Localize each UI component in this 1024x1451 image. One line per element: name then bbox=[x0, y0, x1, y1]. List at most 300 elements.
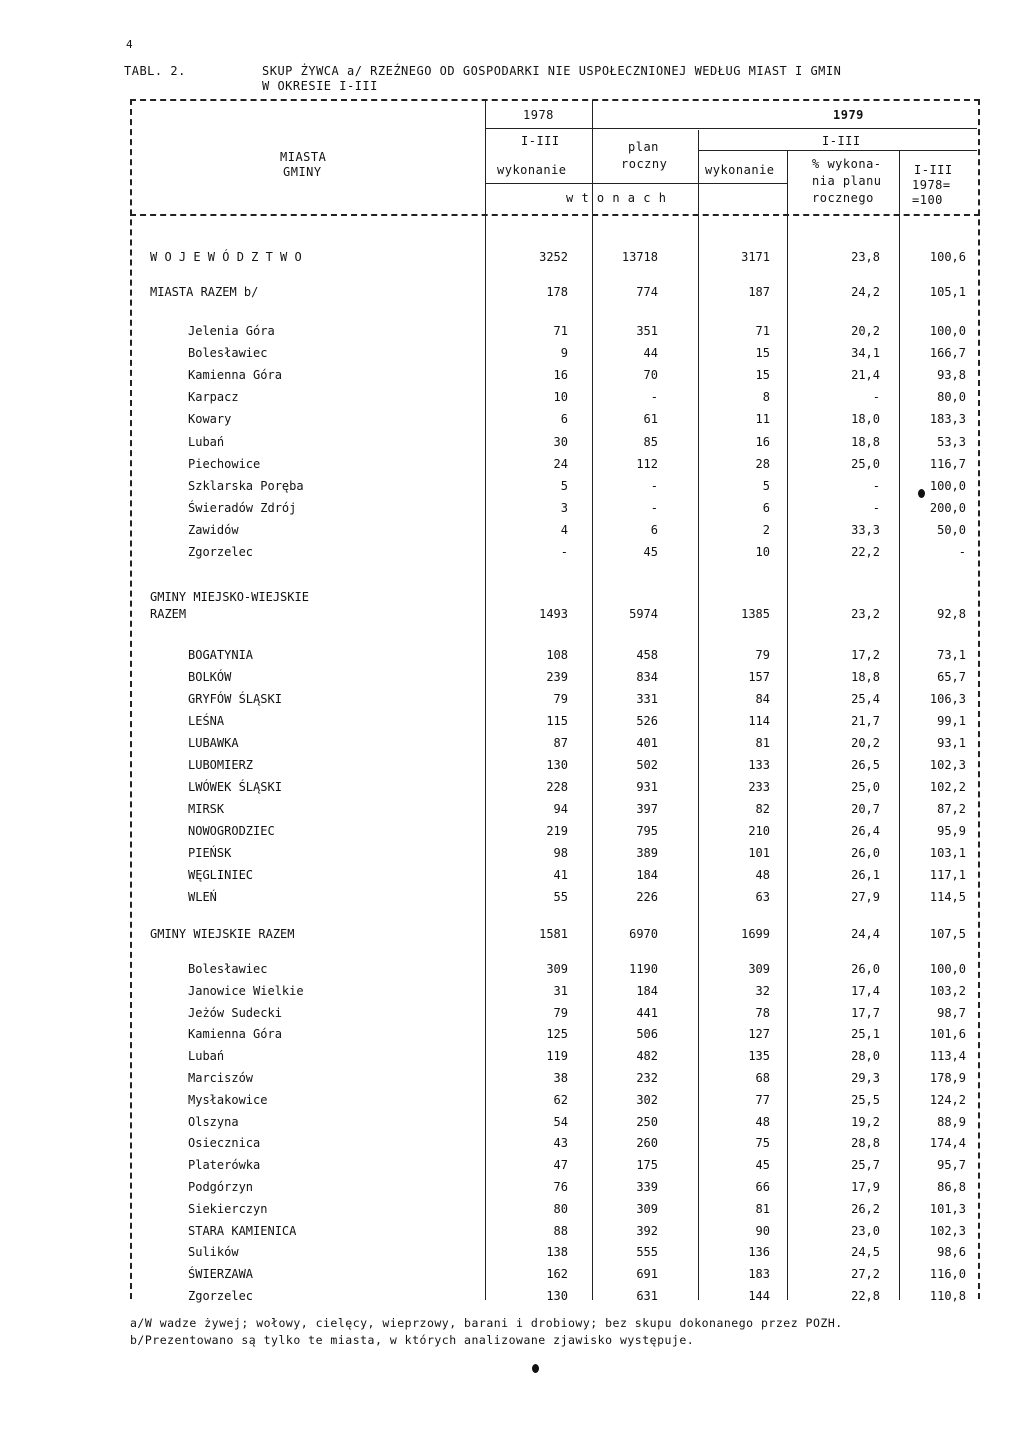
cell-pct-plan: 34,1 bbox=[851, 346, 880, 361]
cell-exec-1979: 78 bbox=[755, 1005, 770, 1020]
cell-pct-plan: 26,5 bbox=[851, 758, 880, 772]
cell-index: 93,8 bbox=[937, 368, 966, 383]
cell-exec-1979: 63 bbox=[755, 890, 770, 904]
cell-plan: 85 bbox=[643, 434, 658, 449]
table-title-line-1: SKUP ŻYWCA a/ RZEŹNEGO OD GOSPODARKI NIE USPOŁECZNIONEJ WEDŁUG MIAST I GMIN bbox=[262, 64, 842, 78]
cell-pct-plan: 17,4 bbox=[851, 983, 880, 998]
cell-exec-1978: 228 bbox=[546, 780, 568, 794]
cell-pct-plan: 18,0 bbox=[851, 412, 880, 427]
cities-total-row bbox=[0, 285, 1024, 301]
row-name: Kowary bbox=[188, 412, 232, 427]
table-title-line-2: W OKRESIE I-III bbox=[262, 79, 378, 93]
cell-index: 117,1 bbox=[929, 868, 966, 882]
cell-exec-1978: 130 bbox=[546, 1289, 568, 1303]
cell-index: 95,7 bbox=[937, 1158, 966, 1173]
row-name: MIASTA RAZEM b/ bbox=[150, 285, 259, 299]
cell-index: 178,9 bbox=[929, 1071, 966, 1085]
cell-exec-1978: 125 bbox=[546, 1027, 568, 1042]
row-name: Świeradów Zdrój bbox=[188, 500, 297, 515]
header-row-label-2: GMINY bbox=[283, 165, 322, 179]
table-row bbox=[0, 714, 1024, 730]
table-row bbox=[0, 1245, 1024, 1261]
cell-exec-1979: 101 bbox=[748, 846, 770, 860]
table-row bbox=[0, 1267, 1024, 1283]
cell-exec-1979: 187 bbox=[748, 285, 770, 299]
cell-exec-1978: 5 bbox=[560, 478, 568, 493]
row-name: STARA KAMIENICA bbox=[188, 1223, 297, 1238]
cell-pct-plan: 20,7 bbox=[851, 802, 880, 816]
cell-plan: 351 bbox=[636, 324, 658, 338]
cell-exec-1978: 80 bbox=[553, 1201, 568, 1216]
cell-index: 200,0 bbox=[929, 500, 966, 515]
cell-exec-1979: 28 bbox=[755, 456, 770, 471]
cell-pct-plan: 27,2 bbox=[851, 1267, 880, 1282]
cell-exec-1978: 41 bbox=[553, 868, 568, 882]
cell-plan: - bbox=[650, 390, 658, 405]
cell-plan: 61 bbox=[643, 412, 658, 427]
cell-exec-1979: 183 bbox=[748, 1267, 770, 1282]
header-year-1979: 1979 bbox=[833, 108, 864, 122]
row-name: LEŚNA bbox=[188, 714, 225, 728]
table-row bbox=[0, 670, 1024, 686]
cell-index: 92,8 bbox=[937, 607, 966, 621]
cell-exec-1978: 98 bbox=[553, 846, 568, 860]
cell-exec-1978: 119 bbox=[546, 1049, 568, 1064]
cell-exec-1978: 71 bbox=[553, 324, 568, 338]
row-name: LUBAWKA bbox=[188, 736, 239, 750]
cell-plan: 232 bbox=[636, 1071, 658, 1085]
cell-plan: 397 bbox=[636, 802, 658, 816]
cell-exec-1978: 43 bbox=[553, 1136, 568, 1151]
cell-exec-1979: 2 bbox=[762, 522, 770, 537]
cell-pct-plan: 17,7 bbox=[851, 1005, 880, 1020]
row-name: PIEŃSK bbox=[188, 846, 232, 860]
cell-plan: 555 bbox=[636, 1245, 658, 1260]
cell-exec-1978: 239 bbox=[546, 670, 568, 684]
urban-rural-total-label-1: GMINY MIEJSKO-WIEJSKIE bbox=[150, 590, 309, 604]
cell-plan: 339 bbox=[636, 1180, 658, 1194]
cell-exec-1978: - bbox=[560, 545, 568, 559]
row-name: Siekierczyn bbox=[188, 1201, 268, 1216]
cell-pct-plan: 24,5 bbox=[851, 1245, 880, 1260]
cell-index: 99,1 bbox=[937, 714, 966, 728]
row-name: WĘGLINIEC bbox=[188, 868, 254, 882]
cell-exec-1979: 66 bbox=[755, 1180, 770, 1194]
row-name: Platerówka bbox=[188, 1158, 261, 1173]
cell-plan: 834 bbox=[636, 670, 658, 684]
cell-exec-1978: 88 bbox=[553, 1223, 568, 1238]
table-row bbox=[0, 868, 1024, 884]
cell-pct-plan: 23,8 bbox=[851, 250, 880, 264]
cell-pct-plan: 20,2 bbox=[851, 736, 880, 750]
cell-exec-1979: 135 bbox=[748, 1049, 770, 1064]
cell-plan: 6970 bbox=[629, 927, 658, 941]
row-name: Karpacz bbox=[188, 390, 239, 405]
cell-exec-1979: 68 bbox=[755, 1071, 770, 1085]
cell-pct-plan: 18,8 bbox=[851, 434, 880, 449]
cell-exec-1978: 62 bbox=[553, 1092, 568, 1107]
cell-index: 65,7 bbox=[937, 670, 966, 684]
cell-plan: 302 bbox=[636, 1092, 658, 1107]
table-row bbox=[0, 523, 1024, 539]
row-name: BOGATYNIA bbox=[188, 648, 254, 662]
row-name: Lubań bbox=[188, 434, 225, 449]
header-period-line bbox=[698, 150, 977, 151]
table-row bbox=[0, 736, 1024, 752]
cell-plan: 392 bbox=[636, 1223, 658, 1238]
table-row bbox=[0, 1136, 1024, 1152]
table-row bbox=[0, 1224, 1024, 1240]
table-row bbox=[0, 1158, 1024, 1174]
header-period-1978: I-III bbox=[521, 134, 560, 148]
cell-pct-plan: 27,9 bbox=[851, 890, 880, 904]
cell-index: 80,0 bbox=[937, 390, 966, 405]
cell-exec-1979: 10 bbox=[755, 545, 770, 559]
cell-pct-plan: 29,3 bbox=[851, 1071, 880, 1085]
row-name: GMINY WIEJSKIE RAZEM bbox=[150, 927, 295, 941]
row-name: Olszyna bbox=[188, 1114, 239, 1129]
cell-exec-1978: 1581 bbox=[539, 927, 568, 941]
row-name: Podgórzyn bbox=[188, 1180, 254, 1194]
cell-exec-1978: 47 bbox=[553, 1158, 568, 1173]
cell-pct-plan: 28,0 bbox=[851, 1049, 880, 1064]
cell-pct-plan: 24,4 bbox=[851, 927, 880, 941]
table-row bbox=[0, 545, 1024, 561]
cell-plan: 458 bbox=[636, 648, 658, 662]
table-row bbox=[0, 1289, 1024, 1305]
header-pct-1: % wykona- bbox=[812, 157, 882, 171]
cell-exec-1979: 16 bbox=[755, 434, 770, 449]
cell-index: 110,8 bbox=[929, 1289, 966, 1303]
cell-index: 103,1 bbox=[929, 846, 966, 860]
table-row bbox=[0, 435, 1024, 451]
row-name: Bolesławiec bbox=[188, 962, 268, 976]
cell-exec-1978: 108 bbox=[546, 648, 568, 662]
scan-speck bbox=[918, 489, 925, 498]
header-idx-3: =100 bbox=[912, 193, 943, 207]
cell-pct-plan: 33,3 bbox=[851, 522, 880, 537]
table-row bbox=[0, 1006, 1024, 1022]
cell-exec-1978: 10 bbox=[553, 390, 568, 405]
cell-exec-1979: 48 bbox=[755, 868, 770, 882]
table-row bbox=[0, 1071, 1024, 1087]
cell-index: 102,3 bbox=[929, 758, 966, 772]
cell-exec-1979: 84 bbox=[755, 692, 770, 706]
cell-exec-1979: 45 bbox=[755, 1158, 770, 1173]
cell-plan: 184 bbox=[636, 983, 658, 998]
cell-exec-1979: 1699 bbox=[741, 927, 770, 941]
cell-plan: 13718 bbox=[621, 250, 658, 264]
cell-index: 114,5 bbox=[929, 890, 966, 904]
cell-exec-1979: 6 bbox=[762, 500, 770, 515]
cell-plan: 331 bbox=[636, 692, 658, 706]
row-name: Zawidów bbox=[188, 522, 239, 537]
cell-exec-1979: 1385 bbox=[741, 607, 770, 621]
header-exec-1978: wykonanie bbox=[497, 163, 567, 177]
row-name: Szklarska Poręba bbox=[188, 478, 304, 493]
cell-plan: 70 bbox=[643, 368, 658, 383]
header-plan-1: plan bbox=[628, 140, 659, 154]
cell-plan: 112 bbox=[636, 456, 658, 471]
table-row bbox=[0, 758, 1024, 774]
cell-exec-1979: 81 bbox=[755, 736, 770, 750]
cell-pct-plan: 28,8 bbox=[851, 1136, 880, 1151]
cell-plan: 309 bbox=[636, 1201, 658, 1216]
cell-index: 73,1 bbox=[937, 648, 966, 662]
cell-index: 53,3 bbox=[937, 434, 966, 449]
cell-pct-plan: 17,2 bbox=[851, 648, 880, 662]
cell-index: 88,9 bbox=[937, 1114, 966, 1129]
cell-exec-1979: 133 bbox=[748, 758, 770, 772]
table-row bbox=[0, 368, 1024, 384]
cell-exec-1978: 6 bbox=[560, 412, 568, 427]
cell-exec-1978: 76 bbox=[553, 1180, 568, 1194]
table-row bbox=[0, 692, 1024, 708]
header-idx-1: I-III bbox=[914, 163, 953, 177]
cell-plan: 44 bbox=[643, 346, 658, 361]
cell-exec-1979: 127 bbox=[748, 1027, 770, 1042]
page-mark: 4 bbox=[126, 38, 134, 51]
cell-pct-plan: 26,4 bbox=[851, 824, 880, 838]
cell-exec-1979: 15 bbox=[755, 346, 770, 361]
cell-exec-1979: 82 bbox=[755, 802, 770, 816]
row-name: MIRSK bbox=[188, 802, 225, 816]
table-row bbox=[0, 802, 1024, 818]
cell-exec-1979: 144 bbox=[748, 1289, 770, 1303]
table-row bbox=[0, 962, 1024, 978]
cell-plan: 482 bbox=[636, 1049, 658, 1064]
cell-plan: 631 bbox=[636, 1289, 658, 1303]
header-row-label-1: MIASTA bbox=[280, 150, 327, 164]
cell-plan: 226 bbox=[636, 890, 658, 904]
row-name: Zgorzelec bbox=[188, 1289, 254, 1303]
row-name: Jelenia Góra bbox=[188, 324, 275, 338]
cell-exec-1978: 94 bbox=[553, 802, 568, 816]
cell-plan: 795 bbox=[636, 824, 658, 838]
row-name: Janowice Wielkie bbox=[188, 983, 304, 998]
table-row bbox=[0, 1027, 1024, 1043]
cell-plan: 5974 bbox=[629, 607, 658, 621]
cell-exec-1978: 87 bbox=[553, 736, 568, 750]
table-row bbox=[0, 1180, 1024, 1196]
cell-pct-plan: 25,4 bbox=[851, 692, 880, 706]
header-pct-3: rocznego bbox=[812, 191, 874, 205]
cell-pct-plan: 25,1 bbox=[851, 1027, 880, 1042]
cell-index: 103,2 bbox=[929, 983, 966, 998]
cell-pct-plan: 26,1 bbox=[851, 868, 880, 882]
cell-exec-1979: 48 bbox=[755, 1114, 770, 1129]
table-row bbox=[0, 1093, 1024, 1109]
header-unit: w t o n a c h bbox=[566, 191, 667, 205]
cell-exec-1979: 11 bbox=[755, 412, 770, 427]
cell-exec-1979: 90 bbox=[755, 1223, 770, 1238]
row-name: Mysłakowice bbox=[188, 1092, 268, 1107]
cell-plan: 691 bbox=[636, 1267, 658, 1282]
row-name: GRYFÓW ŚLĄSKI bbox=[188, 692, 282, 706]
cell-index: 116,7 bbox=[929, 456, 966, 471]
header-bottom-border bbox=[130, 214, 980, 216]
header-idx-2: 1978= bbox=[912, 178, 951, 192]
row-name: LUBOMIERZ bbox=[188, 758, 254, 772]
cell-pct-plan: 21,4 bbox=[851, 368, 880, 383]
table-label: TABL. 2. bbox=[124, 64, 186, 78]
cell-exec-1978: 79 bbox=[553, 1005, 568, 1020]
row-name: Kamienna Góra bbox=[188, 368, 282, 383]
table-row bbox=[0, 824, 1024, 840]
table-row bbox=[0, 890, 1024, 906]
row-name: Zgorzelec bbox=[188, 545, 254, 559]
rural-total-row bbox=[0, 927, 1024, 943]
cell-index: 116,0 bbox=[929, 1267, 966, 1282]
table-row bbox=[0, 1115, 1024, 1131]
cell-index: 100,0 bbox=[929, 962, 966, 976]
cell-pct-plan: 17,9 bbox=[851, 1180, 880, 1194]
cell-plan: 1190 bbox=[629, 962, 658, 976]
row-name: Lubań bbox=[188, 1049, 225, 1064]
cell-pct-plan: 25,5 bbox=[851, 1092, 880, 1107]
voivodeship-row bbox=[0, 250, 1024, 266]
cell-pct-plan: - bbox=[872, 500, 880, 515]
cell-index: 106,3 bbox=[929, 692, 966, 706]
cell-exec-1979: 136 bbox=[748, 1245, 770, 1260]
cell-exec-1978: 55 bbox=[553, 890, 568, 904]
cell-pct-plan: 24,2 bbox=[851, 285, 880, 299]
cell-plan: 526 bbox=[636, 714, 658, 728]
cell-exec-1978: 38 bbox=[553, 1071, 568, 1085]
cell-index: 107,5 bbox=[929, 927, 966, 941]
table-row bbox=[0, 457, 1024, 473]
cell-pct-plan: 20,2 bbox=[851, 324, 880, 338]
cell-exec-1978: 219 bbox=[546, 824, 568, 838]
cell-exec-1979: 79 bbox=[755, 648, 770, 662]
row-name: WLEŃ bbox=[188, 890, 217, 904]
cell-exec-1978: 16 bbox=[553, 368, 568, 383]
cell-exec-1979: 15 bbox=[755, 368, 770, 383]
cell-plan: - bbox=[650, 500, 658, 515]
cell-plan: 184 bbox=[636, 868, 658, 882]
cell-pct-plan: 23,2 bbox=[851, 607, 880, 621]
cell-index: 98,6 bbox=[937, 1245, 966, 1260]
row-name: LWÓWEK ŚLĄSKI bbox=[188, 780, 282, 794]
table-row bbox=[0, 984, 1024, 1000]
cell-exec-1978: 31 bbox=[553, 983, 568, 998]
table-row bbox=[0, 1202, 1024, 1218]
cell-plan: 506 bbox=[636, 1027, 658, 1042]
cell-exec-1979: 157 bbox=[748, 670, 770, 684]
cell-exec-1978: 138 bbox=[546, 1245, 568, 1260]
cell-index: 100,0 bbox=[929, 324, 966, 338]
header-year-1978: 1978 bbox=[523, 108, 554, 122]
cell-exec-1978: 79 bbox=[553, 692, 568, 706]
row-name: Marciszów bbox=[188, 1071, 254, 1085]
cell-exec-1978: 178 bbox=[546, 285, 568, 299]
cell-index: 87,2 bbox=[937, 802, 966, 816]
footnote-a: a/W wadze żywej; wołowy, cielęcy, wieprzowy, barani i drobiowy; bez skupu dokonanego przez POZH. bbox=[130, 1316, 843, 1330]
cell-index: 100,0 bbox=[929, 478, 966, 493]
cell-index: 93,1 bbox=[937, 736, 966, 750]
cell-index: 124,2 bbox=[929, 1092, 966, 1107]
cell-exec-1979: 5 bbox=[762, 478, 770, 493]
cell-pct-plan: 25,0 bbox=[851, 780, 880, 794]
cell-index: 100,6 bbox=[929, 250, 966, 264]
cell-index: 113,4 bbox=[929, 1049, 966, 1064]
cell-index: 101,6 bbox=[929, 1027, 966, 1042]
cell-exec-1978: 9 bbox=[560, 346, 568, 361]
cell-exec-1978: 130 bbox=[546, 758, 568, 772]
cell-exec-1979: 210 bbox=[748, 824, 770, 838]
header-unit-line bbox=[485, 183, 787, 184]
row-name: Kamienna Góra bbox=[188, 1027, 282, 1042]
table-row bbox=[0, 479, 1024, 495]
cell-plan: 931 bbox=[636, 780, 658, 794]
cell-index: 166,7 bbox=[929, 346, 966, 361]
cell-plan: 45 bbox=[643, 545, 658, 559]
row-name: Jeżów Sudecki bbox=[188, 1005, 282, 1020]
cell-pct-plan: 22,2 bbox=[851, 545, 880, 559]
row-name: Osiecznica bbox=[188, 1136, 261, 1151]
cell-exec-1978: 162 bbox=[546, 1267, 568, 1282]
table-row bbox=[0, 412, 1024, 428]
cell-pct-plan: - bbox=[872, 390, 880, 405]
cell-pct-plan: 21,7 bbox=[851, 714, 880, 728]
table-row bbox=[0, 346, 1024, 362]
cell-pct-plan: - bbox=[872, 478, 880, 493]
cell-exec-1979: 32 bbox=[755, 983, 770, 998]
cell-plan: 175 bbox=[636, 1158, 658, 1173]
cell-exec-1978: 4 bbox=[560, 522, 568, 537]
cell-exec-1979: 114 bbox=[748, 714, 770, 728]
cell-plan: - bbox=[650, 478, 658, 493]
cell-pct-plan: 23,0 bbox=[851, 1223, 880, 1238]
cell-plan: 401 bbox=[636, 736, 658, 750]
cell-plan: 389 bbox=[636, 846, 658, 860]
cell-pct-plan: 26,0 bbox=[851, 962, 880, 976]
cell-index: 102,2 bbox=[929, 780, 966, 794]
cell-exec-1978: 3252 bbox=[539, 250, 568, 264]
row-name: Bolesławiec bbox=[188, 346, 268, 361]
cell-pct-plan: 22,8 bbox=[851, 1289, 880, 1303]
row-name: NOWOGRODZIEC bbox=[188, 824, 275, 838]
cell-pct-plan: 26,2 bbox=[851, 1201, 880, 1216]
cell-plan: 441 bbox=[636, 1005, 658, 1020]
cell-exec-1978: 1493 bbox=[539, 607, 568, 621]
header-exec-1979: wykonanie bbox=[705, 163, 775, 177]
cell-exec-1979: 8 bbox=[762, 390, 770, 405]
row-name: RAZEM bbox=[150, 607, 187, 621]
table-row bbox=[0, 390, 1024, 406]
cell-exec-1978: 115 bbox=[546, 714, 568, 728]
cell-plan: 774 bbox=[636, 285, 658, 299]
cell-index: 183,3 bbox=[929, 412, 966, 427]
cell-plan: 6 bbox=[650, 522, 658, 537]
cell-exec-1978: 24 bbox=[553, 456, 568, 471]
table-top-border bbox=[130, 99, 980, 101]
cell-pct-plan: 26,0 bbox=[851, 846, 880, 860]
cell-index: - bbox=[958, 545, 966, 559]
row-name: W O J E W Ó D Z T W O bbox=[150, 250, 302, 264]
table-row bbox=[0, 324, 1024, 340]
cell-pct-plan: 19,2 bbox=[851, 1114, 880, 1129]
cell-exec-1979: 77 bbox=[755, 1092, 770, 1107]
cell-exec-1978: 30 bbox=[553, 434, 568, 449]
urban-rural-total-row bbox=[0, 607, 1024, 623]
row-name: BOLKÓW bbox=[188, 670, 232, 684]
table-row bbox=[0, 846, 1024, 862]
cell-exec-1979: 81 bbox=[755, 1201, 770, 1216]
cell-pct-plan: 25,0 bbox=[851, 456, 880, 471]
cell-pct-plan: 18,8 bbox=[851, 670, 880, 684]
cell-index: 101,3 bbox=[929, 1201, 966, 1216]
